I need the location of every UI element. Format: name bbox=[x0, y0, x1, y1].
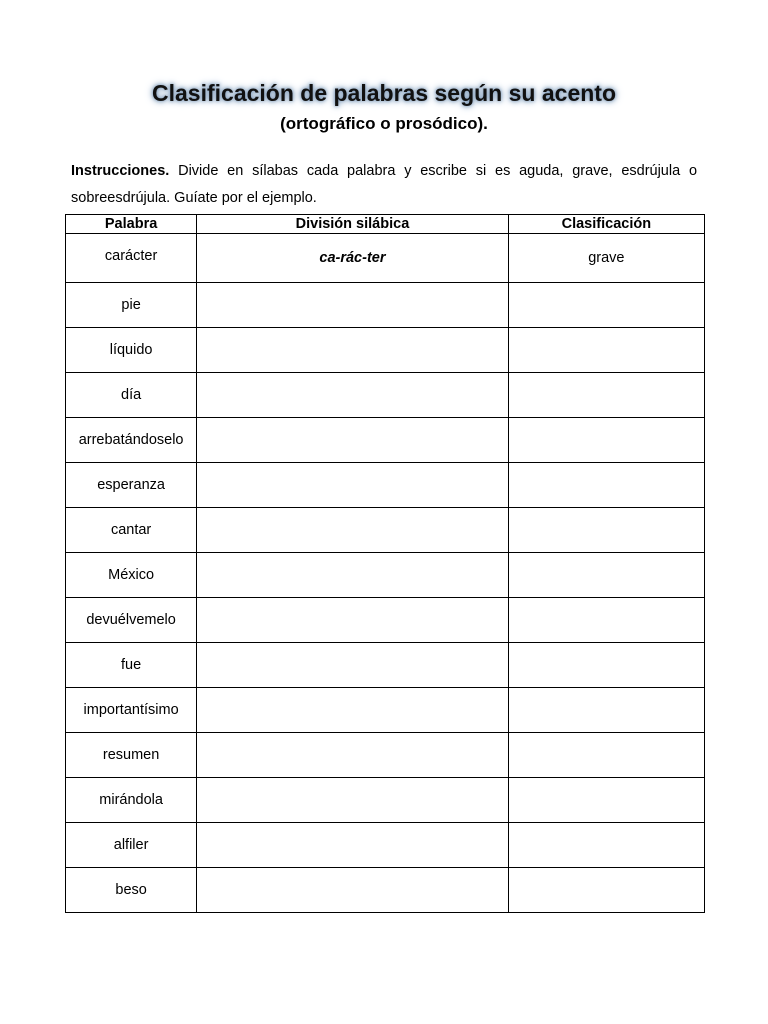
word-cell: beso bbox=[66, 868, 197, 913]
word-cell: esperanza bbox=[66, 463, 197, 508]
table-row bbox=[66, 328, 705, 373]
table-row bbox=[66, 643, 705, 688]
example-word-cell bbox=[66, 234, 197, 283]
division-answer-cell[interactable] bbox=[197, 598, 508, 643]
classification-answer-cell[interactable] bbox=[508, 508, 704, 553]
example-word: carácter bbox=[104, 248, 158, 264]
classification-answer-cell[interactable] bbox=[508, 823, 704, 868]
division-answer-cell[interactable] bbox=[197, 553, 508, 598]
example-row bbox=[66, 234, 705, 283]
division-answer-cell[interactable] bbox=[197, 508, 508, 553]
table-row bbox=[66, 508, 705, 553]
instructions-label: Instrucciones. bbox=[71, 163, 170, 179]
header-palabra: Palabra bbox=[66, 215, 197, 234]
classification-answer-cell[interactable] bbox=[508, 283, 704, 328]
word-cell: cantar bbox=[66, 508, 197, 553]
classification-answer-cell[interactable] bbox=[508, 328, 704, 373]
table-row bbox=[66, 373, 705, 418]
division-answer-cell[interactable] bbox=[197, 418, 508, 463]
word-cell: mirándola bbox=[66, 778, 197, 823]
classification-answer-cell[interactable] bbox=[508, 553, 704, 598]
table-row bbox=[66, 868, 705, 913]
instructions-text: Divide en sílabas cada palabra y escribe si es aguda, grave, esdrújula o sobreesdrújula. Guíate por el ejemplo. bbox=[71, 163, 698, 206]
classification-answer-cell[interactable] bbox=[508, 418, 704, 463]
classification-table bbox=[65, 214, 705, 913]
word-cell: pie bbox=[66, 283, 197, 328]
table-row bbox=[66, 778, 705, 823]
classification-answer-cell[interactable] bbox=[508, 373, 704, 418]
example-division-cell bbox=[197, 234, 508, 283]
word-cell: día bbox=[66, 373, 197, 418]
division-answer-cell[interactable] bbox=[197, 823, 508, 868]
division-answer-cell[interactable] bbox=[197, 733, 508, 778]
classification-answer-cell[interactable] bbox=[508, 733, 704, 778]
classification-answer-cell[interactable] bbox=[508, 778, 704, 823]
classification-answer-cell[interactable] bbox=[508, 598, 704, 643]
table-row bbox=[66, 418, 705, 463]
example-classification-cell bbox=[508, 234, 704, 283]
division-answer-cell[interactable] bbox=[197, 328, 508, 373]
table-header-row bbox=[66, 215, 705, 234]
header-clasificacion: Clasificación bbox=[508, 215, 704, 234]
instructions-paragraph bbox=[71, 158, 697, 212]
example-division: ca-rác-ter bbox=[319, 250, 386, 266]
table-row bbox=[66, 463, 705, 508]
division-answer-cell[interactable] bbox=[197, 463, 508, 508]
division-answer-cell[interactable] bbox=[197, 373, 508, 418]
worksheet-title: Clasificación de palabras según su acento bbox=[152, 80, 616, 106]
word-cell: alfiler bbox=[66, 823, 197, 868]
word-cell: fue bbox=[66, 643, 197, 688]
classification-answer-cell[interactable] bbox=[508, 643, 704, 688]
division-answer-cell[interactable] bbox=[197, 643, 508, 688]
classification-answer-cell[interactable] bbox=[508, 688, 704, 733]
table-row bbox=[66, 688, 705, 733]
classification-answer-cell[interactable] bbox=[508, 868, 704, 913]
word-cell: México bbox=[66, 553, 197, 598]
example-classification: grave bbox=[588, 250, 625, 266]
word-cell: resumen bbox=[66, 733, 197, 778]
division-answer-cell[interactable] bbox=[197, 868, 508, 913]
division-answer-cell[interactable] bbox=[197, 778, 508, 823]
word-cell: arrebatándoselo bbox=[66, 418, 197, 463]
table-row bbox=[66, 283, 705, 328]
worksheet-subtitle: (ortográfico o prosódico). bbox=[280, 114, 488, 133]
word-cell: líquido bbox=[66, 328, 197, 373]
header-division-silabica: División silábica bbox=[197, 215, 508, 234]
classification-answer-cell[interactable] bbox=[508, 463, 704, 508]
word-cell: devuélvemelo bbox=[66, 598, 197, 643]
division-answer-cell[interactable] bbox=[197, 688, 508, 733]
word-cell: importantísimo bbox=[66, 688, 197, 733]
table-row bbox=[66, 553, 705, 598]
table-row bbox=[66, 598, 705, 643]
table-row bbox=[66, 733, 705, 778]
division-answer-cell[interactable] bbox=[197, 283, 508, 328]
table-row bbox=[66, 823, 705, 868]
